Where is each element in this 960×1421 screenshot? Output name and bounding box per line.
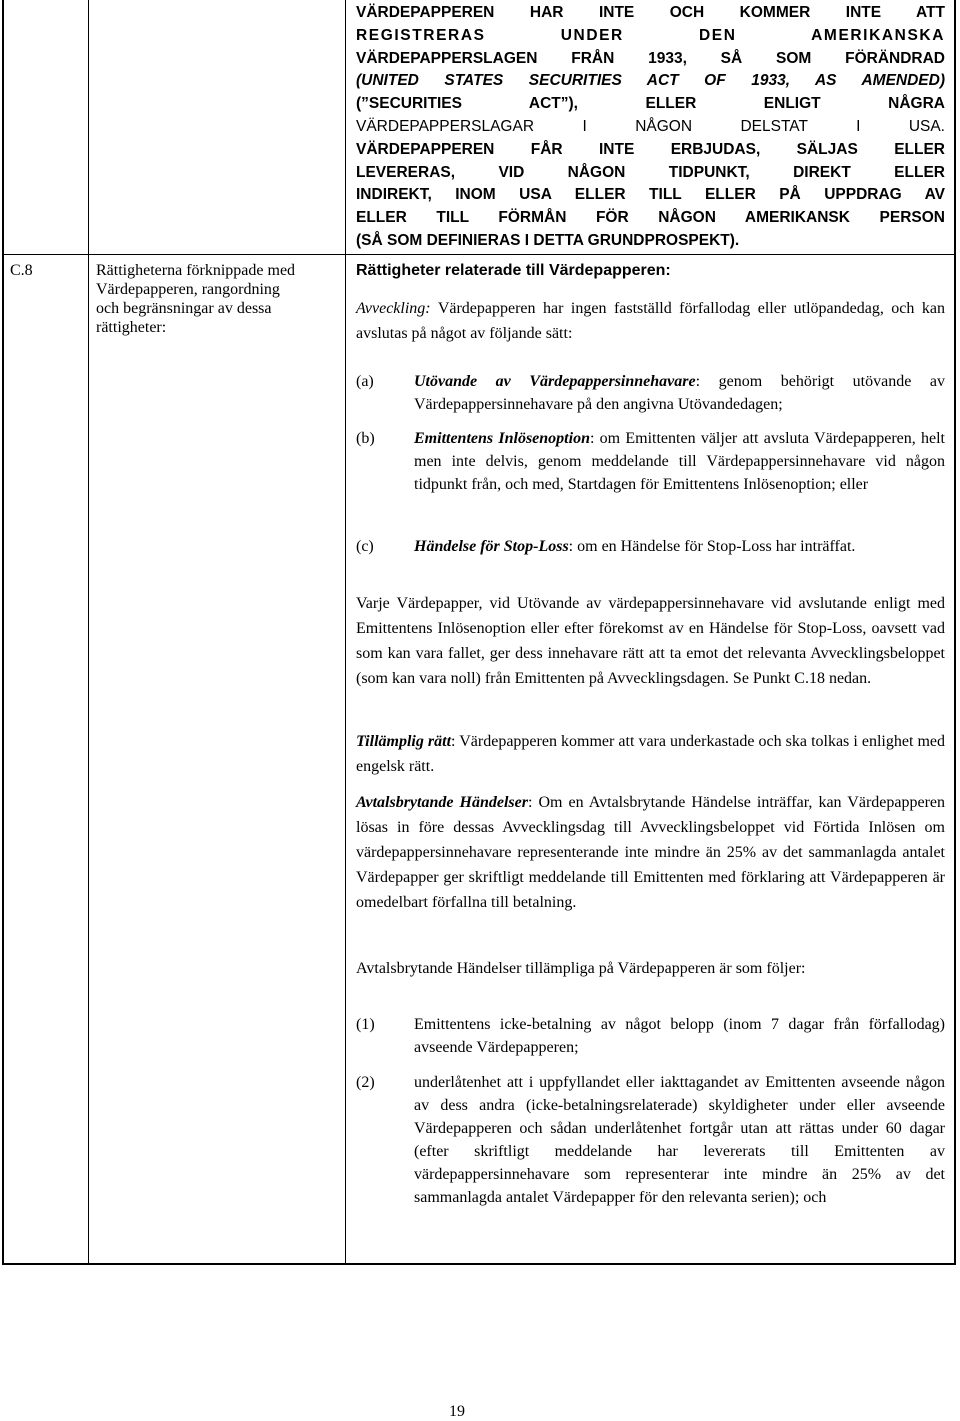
row-divider — [4, 254, 954, 255]
rights-subheading: Rättigheter relaterade till Värdepapperen: — [356, 262, 671, 279]
varje-paragraph: Varje Värdepapper, vid Utövande av värdepappersinnehavare vid avslutande enligt med Emittentens Inlösenoption eller efter förekomst av en Händelse för Stop-Loss, oavsett vad som kan vara fallet, ger dess innehavare rätt att ta emot det relevanta Avvecklingsbeloppet (som kan vara noll) från Emittenten på Avvecklingsdagen. Se Punkt C.18 nedan. — [356, 595, 945, 687]
column-divider-1 — [88, 0, 89, 1263]
tillamplig-paragraph: Tillämplig rätt: Värdepapperen kommer att vara underkastade och ska tolkas i enlighet med engelsk rätt. — [356, 733, 945, 775]
avveckling-paragraph — [356, 296, 945, 346]
page-number: 19 — [449, 1403, 465, 1420]
avtalsbrytande-applicable: Avtalsbrytande Händelser tillämpliga på Värdepapperen är som följer: — [356, 960, 806, 977]
column-divider-2 — [345, 0, 346, 1263]
avveckling-label: Avveckling: — [356, 300, 431, 317]
avtalsbrytande-paragraph: Avtalsbrytande Händelser: Om en Avtalsbrytande Händelse inträffar, kan Värdepapperen lösas in före dessas Avvecklingsdag till Avvecklingsbeloppet vid Förtida Inlösen om värdepappersinnehavare representerande inte mindre än 25% av det sammanlagda antalet Värdepapper ger skriftligt meddelande till Emittenten med förklaring att Värdepapperen är omedelbart förfallna till betalning. — [356, 794, 946, 911]
section-heading: Rättigheterna förknippade med Värdepapperen, rangordning och begränsningar av dessa rättigheter: — [96, 262, 296, 336]
section-id: C.8 — [10, 262, 33, 279]
securities-act-notice: VÄRDEPAPPEREN HAR INTE OCH KOMMER INTE ATT REGISTRERAS UNDER DEN AMERIKANSKA VÄRDEPAPPERSLAGEN FRÅN 1933, SÅ SOM FÖRÄNDRAD (UNITED STATES SECURITIES ACT OF 1933, AS AMENDED) (”SECURITIES ACT”), ELLER ENLIGT NÅGRA VÄRDEPAPPERSLAGAR I NÅGON DELSTAT I USA. VÄRDEPAPPEREN FÅR INTE ERBJUDAS, SÄLJAS ELLER LEVERERAS, VID NÅGON TIDPUNKT, DIREKT ELLER INDIREKT, INOM USA ELLER TILL ELLER PÅ UPPDRAG AV ELLER TILL FÖRMÅN FÖR NÅGON AMERIKANSK PERSON (SÅ SOM DEFINIERAS I DETTA GRUNDPROSPEKT). — [356, 4, 945, 249]
avveckling-text: Värdepapperen har ingen fastställd förfallodag eller utlöpandedag, och kan avslutas på något av följande sätt: — [356, 300, 945, 342]
